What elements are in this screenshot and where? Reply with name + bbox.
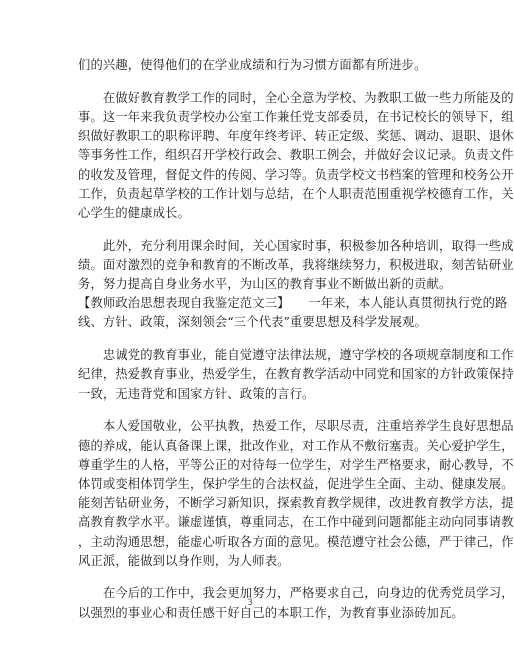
text-line: 尊重学生的人格，平等公正的对待每一位学生，对学生严格要求，耐心教导，不 bbox=[78, 457, 514, 472]
page-number: 3 bbox=[247, 598, 253, 608]
text-line: 在今后的工作中，我会更加努力，严格要求自己，向身边的优秀党员学习， bbox=[78, 586, 514, 601]
text-line: 们的兴趣，使得他们的在学业成绩和行为习惯方面都有所进步。 bbox=[78, 58, 427, 72]
text-line: 务，努力提高自身业务水平，为山区的教育事业不断做出新的贡献。 bbox=[78, 277, 452, 292]
text-line: 此外，充分利用课余时间，关心国家时事，积极参加各种培训，取得一些成 bbox=[78, 238, 514, 253]
text-line: 忠诚党的教育事业，能自觉遵守法律法规，遵守学校的各项规章制度和工作 bbox=[78, 348, 514, 363]
text-line: 能刻苦钻研业务，不断学习新知识，探索教育教学规律，改进教育教学方法，提 bbox=[78, 496, 514, 511]
text-line: 体罚或变相体罚学生，保护学生的合法权益，促进学生全面、主动、健康发展。 bbox=[78, 476, 514, 491]
paragraph-gap bbox=[78, 404, 424, 418]
text-line: 本人爱国敬业，公平执教，热爱工作，尽职尽责，注重培养学生良好思想品 bbox=[78, 419, 514, 434]
text-line: 事。这一年来我负责学校办公室工作兼任党支部委员，在书记校长的领导下，组 bbox=[78, 109, 514, 124]
paragraph-gap bbox=[78, 333, 424, 347]
text-line: 织做好教职工的职称评聘、年度年终考评、转正定级、奖惩、调动、退职、退休 bbox=[78, 129, 514, 144]
text-line: ，主动沟通思想，能虚心听取各方面的意见。模范遵守社会公德，严于律己，作 bbox=[78, 534, 514, 549]
text-line: 绩。面对激烈的竞争和教育的不断改革，我将继续努力，积极进取，刻苦钻研业 bbox=[78, 257, 514, 272]
text-line: 德的养成，能认真备课上课，批改作业，对工作从不敷衍塞责。关心爱护学生， bbox=[78, 438, 514, 453]
text-line: 高教育教学水平。谦虚谨慎，尊重同志，在工作中碰到问题都能主动向同事请教 bbox=[78, 515, 514, 530]
text-line: 心学生的健康成长。 bbox=[78, 205, 191, 220]
text-line: 工作，负责起草学校的工作计划与总结，在个人职责范围重视学校德育工作，关 bbox=[78, 186, 514, 201]
text-line: 【教师政治思想表现自我鉴定范文三】 一年来，本人能认真贯彻执行党的路 bbox=[78, 296, 508, 311]
text-line: 在做好教育教学工作的同时，全心全意为学校、为教职工做一些力所能及的 bbox=[78, 90, 514, 105]
text-line: 以强烈的事业心和责任感干好自己的本职工作，为教育事业添砖加瓦。 bbox=[78, 605, 464, 620]
text-line: 线、方针、政策，深刻领会“三个代表”重要思想及科学发展观。 bbox=[78, 315, 427, 330]
text-line: 一致，无违背党和国家方针、政策的言行。 bbox=[78, 386, 315, 401]
paragraph-gap bbox=[78, 223, 424, 237]
paragraph-gap bbox=[78, 571, 424, 585]
text-line: 纪律，热爱教育事业，热爱学生，在教育教学活动中同党和国家的方针政策保持 bbox=[78, 367, 514, 382]
text-line: 风正派，能做到以身作则，为人师表。 bbox=[78, 553, 290, 568]
text-line: 等事务性工作，组织召开学校行政会、教职工例会，并做好会议记录。负责文件 bbox=[78, 148, 514, 163]
text-line: 的收发及管理，督促文件的传阅、学习等。负责学校文书档案的管理和校务公开 bbox=[78, 167, 514, 182]
body-text bbox=[78, 56, 514, 623]
paragraph-gap bbox=[78, 75, 424, 89]
